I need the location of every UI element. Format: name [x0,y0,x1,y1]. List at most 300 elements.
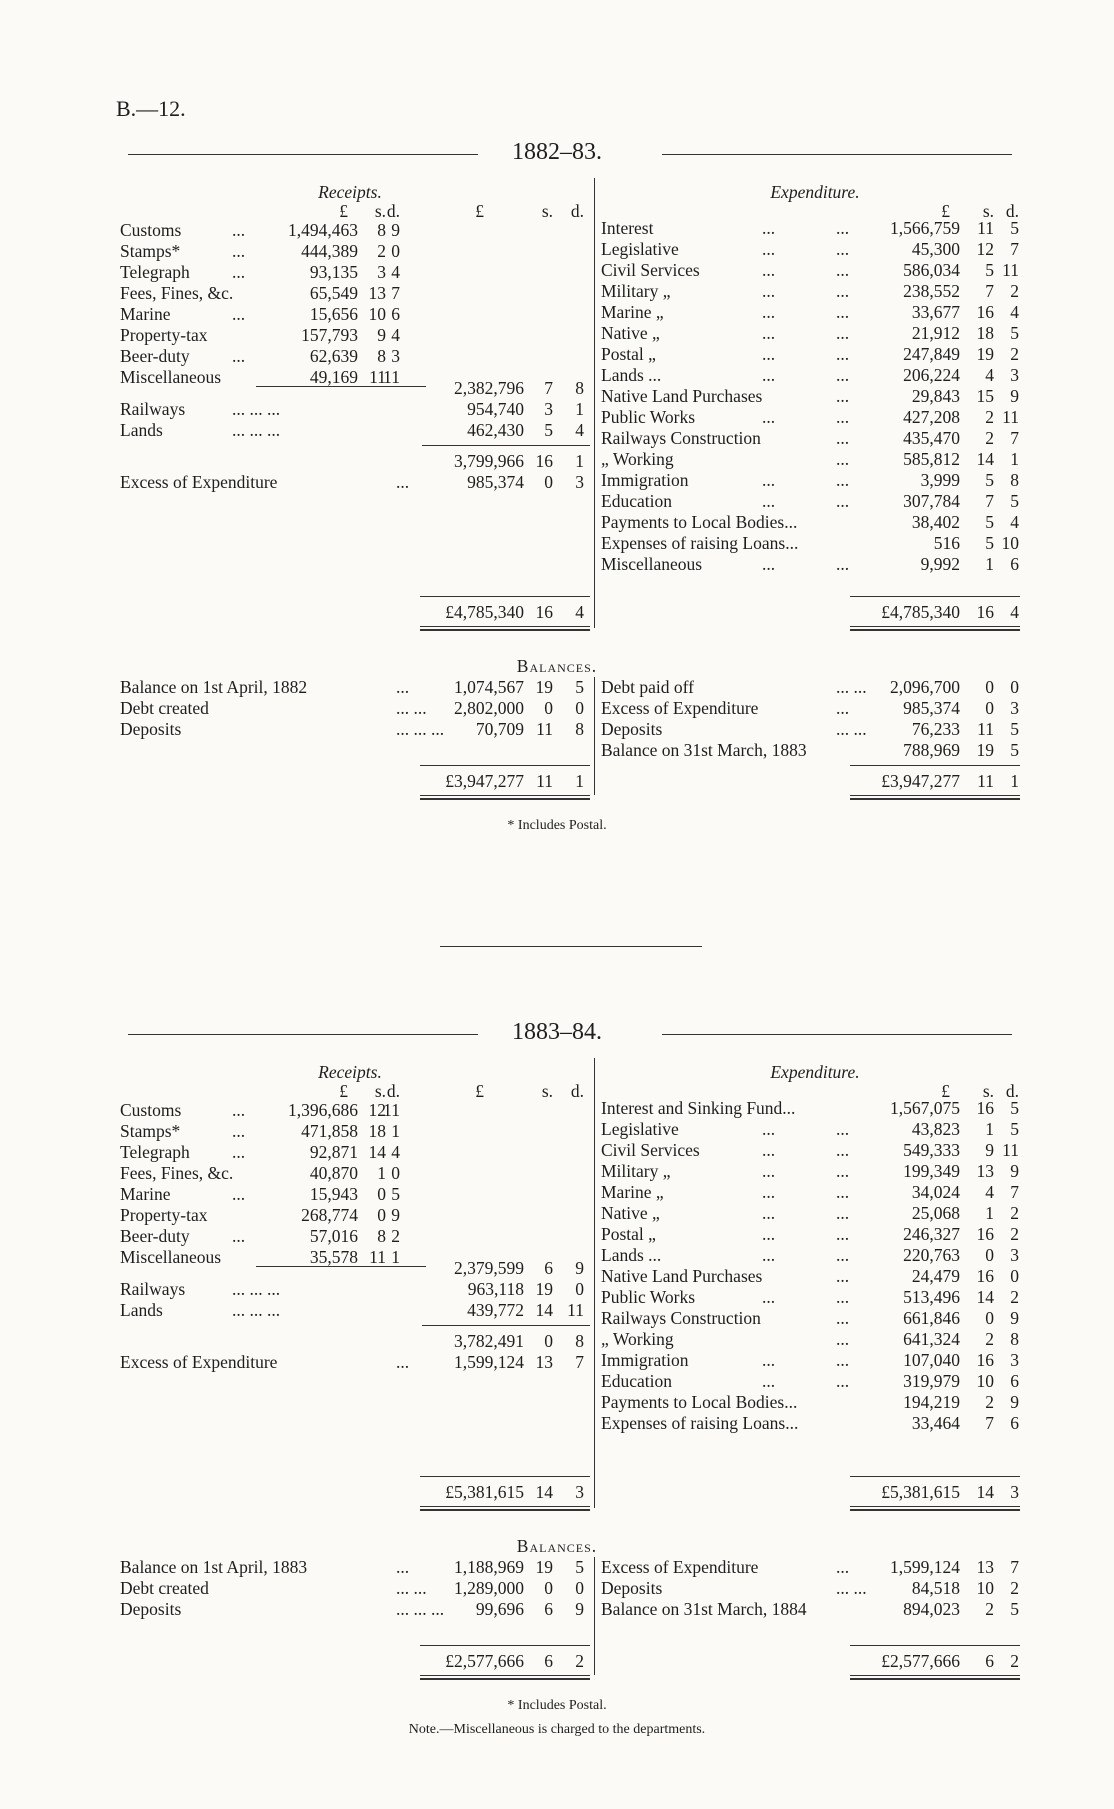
receipt-label: Miscellaneous [120,1247,222,1267]
receipts-col-header: d. [570,1081,584,1101]
leader-dots: ... [836,365,850,385]
expenditure-amount-pounds: 586,034 [903,260,960,280]
leader-dots: ... [396,1352,410,1372]
receipt-amount-pence: 1 [575,399,584,419]
leader-dots: ... [836,554,850,574]
leader-dots: ... [232,262,246,282]
leader-dots: ... [232,1142,246,1162]
balance-label: Deposits [601,1578,663,1598]
sum-rule [422,1325,590,1326]
leader-dots: ... [836,386,850,406]
expenditure-amount-pence: 6 [1010,1371,1019,1391]
expenditure-amount-shillings: 2 [985,407,994,427]
receipt-amount-pence: 6 [391,304,400,324]
leader-dots: ... [232,1121,246,1141]
balances-left-total-pounds: £3,947,277 [445,771,524,791]
balance-amount-shillings: 11 [977,719,994,739]
leader-dots: ... ... ... [232,420,281,440]
expenditure-label: Payments to Local Bodies... [601,1392,798,1412]
leader-dots: ... [396,1557,410,1577]
balance-amount-pence: 0 [575,1578,584,1598]
receipt-amount-pounds: 444,389 [301,241,358,261]
leader-dots: ... [762,302,776,322]
expenditure-amount-pence: 4 [1010,302,1019,322]
expenditure-amount-pounds: 307,784 [903,491,960,511]
balance-label: Deposits [601,719,663,739]
leader-dots: ... [836,323,850,343]
expenditure-amount-shillings: 10 [976,1371,994,1391]
balance-amount-pounds: 1,289,000 [454,1578,524,1598]
balance-amount-pence: 5 [575,677,584,697]
balance-amount-pence: 7 [1010,1557,1019,1577]
balance-total-rule [420,765,590,766]
receipt-amount-pounds: 62,639 [309,346,358,366]
expenditure-amount-pence: 5 [1010,1098,1019,1118]
balance-total-rule [420,1645,590,1646]
receipt-label: Stamps* [120,241,181,261]
receipts-heading: Receipts. [318,1062,382,1082]
receipt-amount-pounds: 15,656 [309,304,358,324]
expenditure-amount-shillings: 4 [985,365,994,385]
balances-left-total-pounds: £2,577,666 [445,1651,524,1671]
balances-right-total-pence: 2 [1010,1651,1019,1671]
balances-right-total-pence: 1 [1010,771,1019,791]
total-rule-top [420,1476,590,1477]
expenditure-amount-shillings: 2 [985,428,994,448]
expenditure-total-pence: 3 [1010,1482,1019,1502]
balance-amount-pence: 8 [575,719,584,739]
leader-dots: ... [836,1140,850,1160]
leader-dots: ... [232,241,246,261]
receipt-amount-pounds: 157,793 [301,325,358,345]
expenditure-label: Interest [601,218,654,238]
expenditure-amount-pounds: 1,567,075 [890,1098,960,1118]
expenditure-amount-shillings: 14 [976,449,994,469]
balance-amount-pounds: 76,233 [911,719,960,739]
balance-amount-shillings: 6 [544,1599,553,1619]
expenditure-label: Railways Construction [601,428,761,448]
receipt-amount-shillings: 18 [368,1121,386,1141]
receipts-subtotal-shillings: 6 [544,1258,553,1278]
receipt-amount-shillings: 19 [535,1279,553,1299]
receipt-amount-pounds: 1,494,463 [288,220,358,240]
leader-dots: ... [762,239,776,259]
expenditure-amount-shillings: 7 [985,1413,994,1433]
expenditure-amount-pounds: 513,496 [903,1287,960,1307]
expenditure-label: Native Land Purchases [601,1266,763,1286]
expenditure-amount-pence: 5 [1010,1119,1019,1139]
receipt-amount-pence: 1 [391,1121,400,1141]
receipt-amount-pounds: 15,943 [309,1184,358,1204]
receipt-amount-shillings: 14 [535,1300,553,1320]
receipt-amount-pence: 11 [383,367,400,387]
expenditure-col-header: £ [941,1081,950,1101]
expenditure-amount-pence: 6 [1010,554,1019,574]
receipt-amount-pounds: 1,396,686 [288,1100,358,1120]
balance-amount-pence: 9 [575,1599,584,1619]
expenditure-amount-pounds: 585,812 [903,449,960,469]
receipt-amount-shillings: 8 [377,346,386,366]
balances-right-total-pounds: £3,947,277 [881,771,960,791]
balances-left-total-shillings: 11 [536,771,553,791]
balance-amount-pence: 3 [1010,698,1019,718]
balances-left-total-pence: 2 [575,1651,584,1671]
expenditure-label: Immigration [601,470,689,490]
expenditure-amount-pounds: 3,999 [920,470,960,490]
expenditure-amount-shillings: 5 [985,533,994,553]
receipt-amount-pounds: 954,740 [467,399,524,419]
receipt-amount-shillings: 8 [377,1226,386,1246]
expenditure-amount-pounds: 1,566,759 [890,218,960,238]
leader-dots: ... [762,554,776,574]
receipt-amount-pounds: 49,169 [309,367,358,387]
expenditure-amount-pounds: 661,846 [903,1308,960,1328]
receipt-amount-pounds: 471,858 [301,1121,358,1141]
receipt-label: Fees, Fines, &c. [120,1163,234,1183]
balance-label: Debt paid off [601,677,694,697]
leader-dots: ... [762,281,776,301]
total-double-rule [850,1506,1020,1511]
leader-dots: ... [762,1140,776,1160]
receipts-col-header: £ [339,1081,348,1101]
expenditure-amount-shillings: 5 [985,512,994,532]
expenditure-amount-shillings: 16 [976,1266,994,1286]
balance-amount-pence: 0 [575,698,584,718]
balances-heading: Balances. [516,1536,598,1556]
expenditure-amount-pence: 9 [1010,1392,1019,1412]
balances-right-total-shillings: 11 [977,771,994,791]
leader-dots: ... [762,1119,776,1139]
note: Note.—Miscellaneous is charged to the departments. [408,1722,706,1737]
expenditure-amount-pence: 1 [1010,449,1019,469]
expenditure-amount-pence: 2 [1010,1287,1019,1307]
expenditure-amount-shillings: 15 [976,386,994,406]
expenditure-amount-pounds: 435,470 [903,428,960,448]
expenditure-label: Native „ [601,323,660,343]
receipt-amount-pence: 5 [391,1184,400,1204]
expenditure-label: Immigration [601,1350,689,1370]
receipts-total-pounds: £4,785,340 [445,602,524,622]
expenditure-total-shillings: 16 [976,602,994,622]
balance-amount-shillings: 0 [985,698,994,718]
expenditure-amount-pence: 2 [1010,1224,1019,1244]
receipts-sum-shillings: 16 [535,451,553,471]
leader-dots: ... [762,260,776,280]
balance-total-rule [850,1645,1020,1646]
balance-amount-pounds: 894,023 [903,1599,960,1619]
receipts-total-pence: 4 [575,602,584,622]
expenditure-amount-pence: 11 [1002,407,1019,427]
expenditure-amount-shillings: 16 [976,1224,994,1244]
expenditure-label: Military „ [601,281,671,301]
receipts-sum-pence: 8 [575,1331,584,1351]
balance-amount-shillings: 13 [976,1557,994,1577]
expenditure-amount-pounds: 21,912 [911,323,960,343]
leader-dots: ... [836,1308,850,1328]
expenditure-amount-shillings: 4 [985,1182,994,1202]
leader-dots: ... ... ... [232,1300,281,1320]
balances-right-total-pounds: £2,577,666 [881,1651,960,1671]
expenditure-amount-shillings: 0 [985,1245,994,1265]
leader-dots: ... [836,302,850,322]
receipts-subtotal-pence: 8 [575,378,584,398]
receipt-amount-shillings: 0 [377,1184,386,1204]
receipt-amount-pence: 9 [391,220,400,240]
expenditure-amount-pounds: 38,402 [911,512,960,532]
balance-amount-shillings: 19 [535,677,553,697]
leader-dots: ... ... [836,719,867,739]
balance-label: Balance on 1st April, 1883 [120,1557,308,1577]
leader-dots: ... [762,365,776,385]
expenditure-amount-pounds: 246,327 [903,1224,960,1244]
expenditure-amount-pounds: 45,300 [911,239,960,259]
leader-dots: ... [836,1224,850,1244]
expenditure-amount-pounds: 641,324 [903,1329,960,1349]
balance-double-rule [850,1675,1020,1680]
leader-dots: ... [762,323,776,343]
expenditure-amount-pounds: 247,849 [903,344,960,364]
excess-amount-pounds: 1,599,124 [454,1352,524,1372]
leader-dots: ... [836,1350,850,1370]
expenditure-label: Expenses of raising Loans... [601,533,799,553]
leader-dots: ... [762,1182,776,1202]
expenditure-amount-shillings: 18 [976,323,994,343]
column-divider [594,1058,595,1508]
expenditure-label: Legislative [601,239,679,259]
total-double-rule [420,626,590,631]
expenditure-amount-shillings: 7 [985,281,994,301]
expenditure-label: Native Land Purchases [601,386,763,406]
balance-amount-shillings: 2 [985,1599,994,1619]
receipts-col-header: d. [386,201,400,221]
leader-dots: ... ... [396,1578,427,1598]
balance-label: Deposits [120,1599,182,1619]
receipt-amount-pounds: 268,774 [301,1205,358,1225]
receipts-col-header: £ [475,201,484,221]
receipt-label: Beer-duty [120,1226,190,1246]
excess-amount-shillings: 13 [535,1352,553,1372]
balance-amount-pence: 5 [575,1557,584,1577]
receipt-amount-pence: 7 [391,283,400,303]
leader-dots: ... [836,281,850,301]
balance-amount-pence: 5 [1010,719,1019,739]
total-rule-top [850,596,1020,597]
leader-dots: ... [836,1245,850,1265]
balance-amount-shillings: 11 [536,719,553,739]
leader-dots: ... [232,220,246,240]
leader-dots: ... [836,1161,850,1181]
leader-dots: ... ... [396,698,427,718]
expenditure-amount-shillings: 0 [985,1308,994,1328]
expenditure-label: Railways Construction [601,1308,761,1328]
balances-left-total-pence: 1 [575,771,584,791]
receipt-label: Customs [120,1100,182,1120]
expenditure-col-header: s. [982,1081,994,1101]
leader-dots: ... [836,407,850,427]
receipts-total-shillings: 14 [535,1482,553,1502]
expenditure-label: Public Works [601,1287,696,1307]
expenditure-amount-pounds: 9,992 [920,554,960,574]
leader-dots: ... ... [836,677,867,697]
expenditure-amount-pounds: 33,464 [911,1413,960,1433]
receipts-col-header: s. [541,1081,553,1101]
expenditure-label: Education [601,1371,672,1391]
balance-amount-shillings: 19 [535,1557,553,1577]
leader-dots: ... ... ... [232,1279,281,1299]
leader-dots: ... [836,428,850,448]
balance-amount-pounds: 99,696 [475,1599,524,1619]
receipt-label: Fees, Fines, &c. [120,283,234,303]
year-heading: 1882–83. [512,139,602,165]
balance-amount-shillings: 10 [976,1578,994,1598]
receipt-label: Property-tax [120,1205,208,1225]
leader-dots: ... [762,470,776,490]
receipts-col-header: s. [541,201,553,221]
receipt-amount-pence: 11 [567,1300,584,1320]
expenditure-amount-shillings: 16 [976,1350,994,1370]
receipt-label: Beer-duty [120,346,190,366]
receipt-amount-pounds: 57,016 [309,1226,358,1246]
leader-dots: ... [762,407,776,427]
year-heading: 1883–84. [512,1019,602,1045]
leader-dots: ... [232,346,246,366]
receipt-amount-pence: 11 [383,1100,400,1120]
expenditure-amount-shillings: 1 [985,554,994,574]
receipts-col-header: d. [386,1081,400,1101]
receipt-amount-pence: 4 [391,1142,400,1162]
expenditure-amount-pence: 7 [1010,239,1019,259]
expenditure-amount-shillings: 16 [976,1098,994,1118]
receipt-amount-pence: 4 [391,262,400,282]
expenditure-heading: Expenditure. [770,1062,860,1082]
expenditure-amount-shillings: 5 [985,260,994,280]
receipt-amount-shillings: 5 [544,420,553,440]
balance-amount-pence: 0 [1010,677,1019,697]
expenditure-total-pence: 4 [1010,602,1019,622]
balance-label: Debt created [120,1578,209,1598]
expenditure-amount-pounds: 516 [933,533,960,553]
expenditure-amount-pence: 4 [1010,512,1019,532]
expenditure-label: Native „ [601,1203,660,1223]
expenditure-amount-pence: 5 [1010,218,1019,238]
receipt-amount-pounds: 93,135 [309,262,358,282]
expenditure-amount-pence: 2 [1010,344,1019,364]
excess-amount-pence: 3 [575,472,584,492]
leader-dots: ... ... [836,1578,867,1598]
receipt-label: Miscellaneous [120,367,222,387]
balance-label: Excess of Expenditure [601,698,759,718]
excess-amount-pence: 7 [575,1352,584,1372]
expenditure-amount-shillings: 5 [985,470,994,490]
receipt-amount-pounds: 65,549 [309,283,358,303]
expenditure-amount-pence: 8 [1010,470,1019,490]
receipt-amount-shillings: 1 [377,1163,386,1183]
receipt-amount-shillings: 0 [377,1205,386,1225]
leader-dots: ... [836,1557,850,1577]
receipt-label: Railways [120,399,186,419]
receipts-total-pence: 3 [575,1482,584,1502]
leader-dots: ... [762,1287,776,1307]
receipt-amount-pounds: 462,430 [467,420,524,440]
balance-amount-pence: 2 [1010,1578,1019,1598]
balance-label: Excess of Expenditure [601,1557,759,1577]
leader-dots: ... [762,1245,776,1265]
balance-amount-shillings: 19 [976,740,994,760]
receipts-subtotal-pounds: 2,382,796 [454,378,524,398]
leader-dots: ... [762,218,776,238]
receipts-heading: Receipts. [318,182,382,202]
balance-amount-pence: 5 [1010,740,1019,760]
excess-label: Excess of Expenditure [120,1352,278,1372]
balances-right-total-shillings: 6 [985,1651,994,1671]
expenditure-label: Payments to Local Bodies... [601,512,798,532]
expenditure-amount-pence: 5 [1010,323,1019,343]
balance-amount-pounds: 1,599,124 [890,1557,960,1577]
expenditure-col-header: £ [941,201,950,221]
expenditure-amount-pounds: 549,333 [903,1140,960,1160]
receipt-amount-pence: 0 [391,1163,400,1183]
leader-dots: ... [836,1329,850,1349]
receipt-label: Property-tax [120,325,208,345]
receipt-amount-pounds: 92,871 [309,1142,358,1162]
expenditure-amount-shillings: 7 [985,491,994,511]
expenditure-amount-pounds: 319,979 [903,1371,960,1391]
expenditure-amount-pounds: 107,040 [903,1350,960,1370]
leader-dots: ... [232,1184,246,1204]
receipts-sum-pounds: 3,799,966 [454,451,524,471]
expenditure-amount-pence: 6 [1010,1413,1019,1433]
leader-dots: ... [762,491,776,511]
leader-dots: ... [836,698,850,718]
receipts-subtotal-pounds: 2,379,599 [454,1258,524,1278]
expenditure-col-header: d. [1005,1081,1019,1101]
balance-amount-pence: 5 [1010,1599,1019,1619]
balance-label: Balance on 1st April, 1882 [120,677,308,697]
receipt-amount-shillings: 11 [369,367,386,387]
expenditure-label: Expenses of raising Loans... [601,1413,799,1433]
expenditure-amount-pence: 7 [1010,428,1019,448]
leader-dots: ... [836,344,850,364]
balance-amount-pounds: 985,374 [903,698,960,718]
balances-divider [594,677,595,795]
section-separator [440,946,702,947]
receipt-amount-shillings: 11 [369,1247,386,1267]
receipt-label: Lands [120,420,163,440]
balance-amount-pounds: 84,518 [911,1578,960,1598]
receipts-col-header: £ [339,201,348,221]
leader-dots: ... [836,491,850,511]
receipt-amount-shillings: 9 [377,325,386,345]
expenditure-amount-pounds: 33,677 [911,302,960,322]
expenditure-amount-pence: 11 [1002,260,1019,280]
leader-dots: ... [836,1203,850,1223]
receipt-amount-pence: 4 [391,325,400,345]
expenditure-amount-shillings: 1 [985,1119,994,1139]
receipt-amount-shillings: 3 [544,399,553,419]
total-rule-top [850,1476,1020,1477]
expenditure-amount-pounds: 220,763 [903,1245,960,1265]
receipt-amount-shillings: 2 [377,241,386,261]
expenditure-label: Education [601,491,672,511]
expenditure-amount-shillings: 16 [976,302,994,322]
balance-amount-pounds: 70,709 [475,719,524,739]
expenditure-amount-pounds: 43,823 [911,1119,960,1139]
receipts-col-header: d. [570,201,584,221]
expenditure-amount-shillings: 12 [976,239,994,259]
receipt-label: Marine [120,304,171,324]
expenditure-amount-pounds: 24,479 [911,1266,960,1286]
sum-rule [422,445,590,446]
